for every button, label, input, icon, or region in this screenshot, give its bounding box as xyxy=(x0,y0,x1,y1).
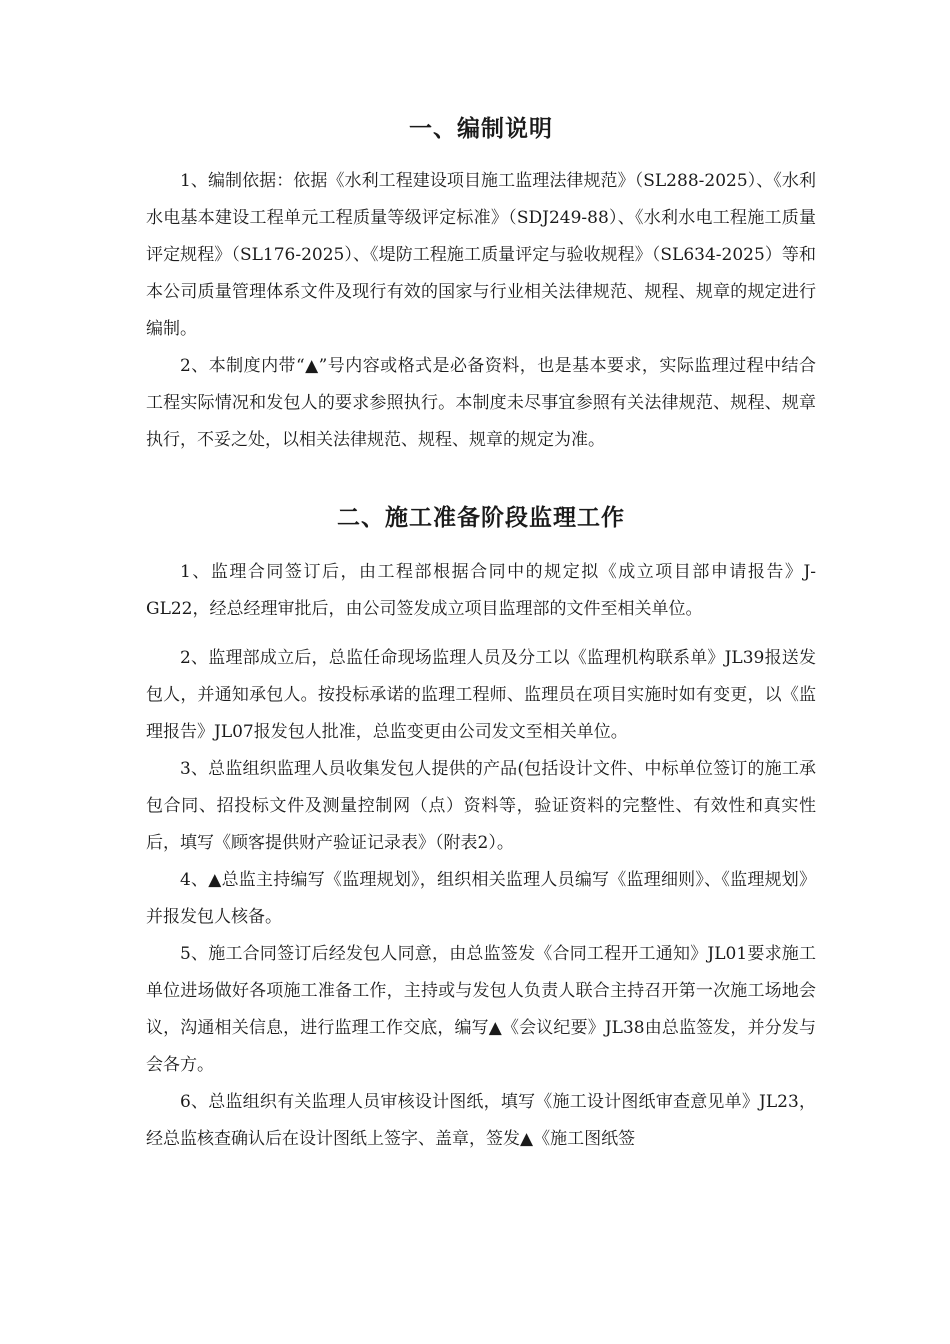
paragraph-gap xyxy=(146,628,816,640)
paragraph: 4、▲总监主持编写《监理规划》，组织相关监理人员编写《监理细则》、《监理规划》并报发包人核备。 xyxy=(146,870,816,927)
paragraph: 6、总监组织有关监理人员审核设计图纸，填写《施工设计图纸审查意见单》JL23，经总监核查确认后在设计图纸上签字、盖章，签发▲《施工图纸签 xyxy=(146,1092,816,1149)
section-title: 二、施工准备阶段监理工作 xyxy=(337,505,625,531)
paragraph: 2、监理部成立后，总监任命现场监理人员及分工以《监理机构联系单》JL39报送发包人，并通知承包人。按投标承诺的监理工程师、监理员在项目实施时如有变更，以《监理报告》JL07报发包人批准，总监变更由公司发文至相关单位。 xyxy=(146,648,816,742)
section-title: 一、编制说明 xyxy=(409,116,553,142)
paragraph: 3、总监组织监理人员收集发包人提供的产品(包括设计文件、中标单位签订的施工承包合同、招投标文件及测量控制网（点）资料等，验证资料的完整性、有效性和真实性后，填写《顾客提供财产验证记录表》（附表2）。 xyxy=(146,759,816,853)
paragraph: 1、监理合同签订后，由工程部根据合同中的规定拟《成立项目部申请报告》J-GL22，经总经理审批后，由公司签发成立项目监理部的文件至相关单位。 xyxy=(146,562,816,619)
paragraph: 2、本制度内带“▲”号内容或格式是必备资料，也是基本要求，实际监理过程中结合工程实际情况和发包人的要求参照执行。本制度未尽事宜参照有关法律规范、规程、规章执行，不妥之处，以相关法律规范、规程、规章的规定为准。 xyxy=(146,356,816,450)
paragraph: 1、编制依据：依据《水利工程建设项目施工监理法律规范》（SL288-2025）、《水利水电基本建设工程单元工程质量等级评定标准》（SDJ249-88）、《水利水电工程施工质量评定规程》（SL176-2025）、《堤防工程施工质量评定与验收规程》（SL634-2025）等和本公司质量管理体系文件及现行有效的国家与行业相关法律规范、规程、规章的规定进行编制。 xyxy=(146,171,816,339)
paragraph: 5、施工合同签订后经发包人同意，由总监签发《合同工程开工通知》JL01要求施工单位进场做好各项施工准备工作，主持或与发包人负责人联合主持召开第一次施工场地会议，沟通相关信息，进行监理工作交底，编写▲《会议纪要》JL38由总监签发，并分发与会各方。 xyxy=(146,944,816,1075)
